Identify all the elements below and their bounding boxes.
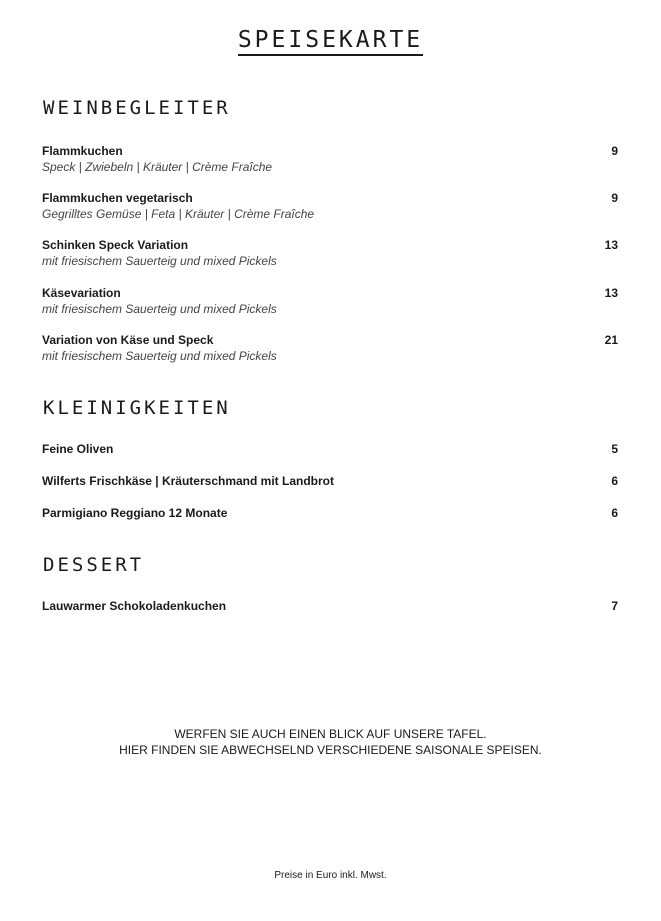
menu-item-price: 13 <box>604 286 618 300</box>
menu-item-price: 9 <box>611 191 618 205</box>
menu-item-name: Käsevariation <box>42 286 121 300</box>
menu-item-name: Flammkuchen vegetarisch <box>42 191 193 205</box>
menu-item-name: Schinken Speck Variation <box>42 238 189 252</box>
menu-item-price: 9 <box>611 144 618 158</box>
price-footnote: Preise in Euro inkl. Mwst. <box>274 870 387 881</box>
notice-line: HIER FINDEN SIE ABWECHSELND VERSCHIEDENE SAISONALE SPEISEN. <box>119 743 542 757</box>
menu-item <box>42 144 618 174</box>
menu-item-price: 5 <box>611 442 618 456</box>
menu-item-description: Gegrilltes Gemüse | Feta | Kräuter | Crème Fraîche <box>42 207 315 221</box>
menu-item-price: 7 <box>611 599 618 613</box>
menu-item <box>42 442 618 456</box>
menu-item-name: Wilferts Frischkäse | Kräuterschmand mit Landbrot <box>42 474 334 488</box>
menu-item-name: Variation von Käse und Speck <box>42 333 214 347</box>
menu-item <box>42 286 618 316</box>
menu-item-price: 6 <box>611 506 618 520</box>
menu-item <box>42 599 618 613</box>
section-title-dessert: DESSERT <box>43 554 145 576</box>
section-title-kleinigkeiten: KLEINIGKEITEN <box>43 397 231 419</box>
menu-item-price: 13 <box>604 238 618 252</box>
section-title-weinbegleiter: WEINBEGLEITER <box>43 97 231 119</box>
menu-item-name: Feine Oliven <box>42 442 114 456</box>
menu-item-name: Parmigiano Reggiano 12 Monate <box>42 506 228 520</box>
menu-title-text: SPEISEKARTE <box>238 27 423 56</box>
menu-item <box>42 333 618 363</box>
menu-item <box>42 191 618 221</box>
menu-item-name: Flammkuchen <box>42 144 123 158</box>
menu-item-description: Speck | Zwiebeln | Kräuter | Crème Fraîche <box>42 160 273 174</box>
menu-item <box>42 474 618 488</box>
menu-item-price: 21 <box>604 333 618 347</box>
menu-item-description: mit friesischem Sauerteig und mixed Pickels <box>42 302 277 316</box>
menu-item-description: mit friesischem Sauerteig und mixed Pickels <box>42 254 277 268</box>
menu-item-name: Lauwarmer Schokoladenkuchen <box>42 599 227 613</box>
notice-line: WERFEN SIE AUCH EINEN BLICK AUF UNSERE TAFEL. <box>174 727 487 741</box>
menu-item <box>42 506 618 520</box>
menu-item-price: 6 <box>611 474 618 488</box>
tafel-notice <box>0 726 661 758</box>
menu-title <box>0 27 661 53</box>
menu-item-description: mit friesischem Sauerteig und mixed Pickels <box>42 349 277 363</box>
menu-item <box>42 238 618 268</box>
